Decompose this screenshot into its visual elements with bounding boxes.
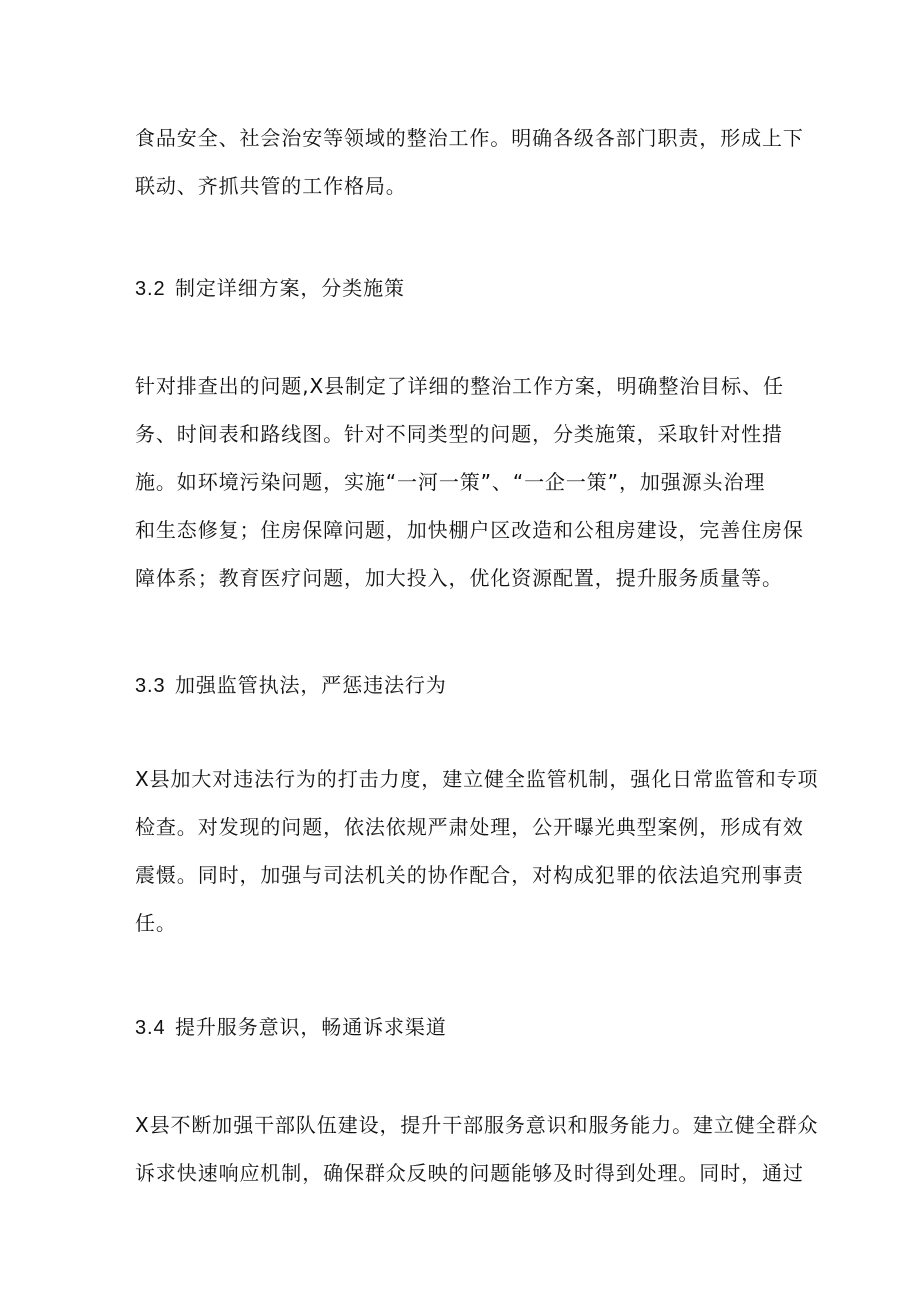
paragraph-line: 震慑。同时，加强与司法机关的协作配合，对构成犯罪的依法追究刑事责 bbox=[135, 863, 804, 887]
paragraph-line: X县不断加强干部队伍建设，提升干部服务意识和服务能力。建立健全群众 bbox=[135, 1113, 819, 1137]
section-title: 加强监管执法，严惩违法行为 bbox=[175, 673, 447, 697]
paragraph-line: 联动、齐抓共管的工作格局。 bbox=[135, 174, 407, 198]
paragraph-2 bbox=[135, 362, 804, 602]
paragraph-line: 针对排查出的问题,X县制定了详细的整治工作方案，明确整治目标、任 bbox=[135, 374, 784, 398]
paragraph-line: 食品安全、社会治安等领域的整治工作。明确各级各部门职责，形成上下 bbox=[135, 126, 804, 150]
section-heading-3-2 bbox=[135, 274, 405, 303]
section-number: 3.3 bbox=[135, 675, 166, 697]
paragraph-1 bbox=[135, 114, 804, 210]
section-heading-3-4 bbox=[135, 1013, 447, 1042]
paragraph-4 bbox=[135, 1101, 819, 1197]
paragraph-line: X县加大对违法行为的打击力度，建立健全监管机制，强化日常监管和专项 bbox=[135, 767, 819, 791]
paragraph-line: 任。 bbox=[135, 911, 177, 935]
paragraph-line: 障体系；教育医疗问题，加大投入，优化资源配置，提升服务质量等。 bbox=[135, 566, 783, 590]
paragraph-line: 和生态修复；住房保障问题，加快棚户区改造和公租房建设，完善住房保 bbox=[135, 518, 804, 542]
section-number: 3.2 bbox=[135, 278, 166, 300]
section-title: 制定详细方案，分类施策 bbox=[175, 276, 405, 300]
section-heading-3-3 bbox=[135, 671, 447, 700]
paragraph-line: 检查。对发现的问题，依法依规严肃处理，公开曝光典型案例，形成有效 bbox=[135, 815, 804, 839]
section-number: 3.4 bbox=[135, 1017, 166, 1039]
paragraph-line: 施。如环境污染问题，实施“一河一策”、“一企一策”，加强源头治理 bbox=[135, 470, 766, 494]
paragraph-line: 诉求快速响应机制，确保群众反映的问题能够及时得到处理。同时，通过 bbox=[135, 1161, 804, 1185]
paragraph-line: 务、时间表和路线图。针对不同类型的问题，分类施策，采取针对性措 bbox=[135, 422, 783, 446]
paragraph-3 bbox=[135, 755, 819, 947]
section-title: 提升服务意识，畅通诉求渠道 bbox=[175, 1015, 447, 1039]
